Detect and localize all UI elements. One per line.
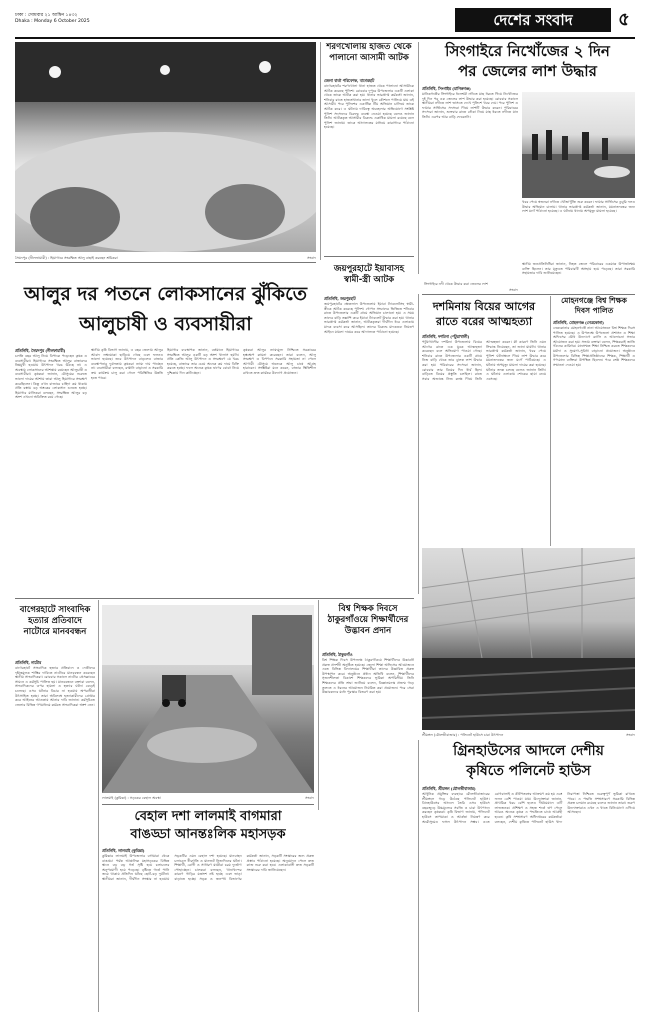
- road-photo-image: [102, 605, 314, 793]
- journalist-headline: বাগেরহাটে সাংবাদিক হত্যার প্রতিবাদে নাটোরে মানববন্ধন: [19, 605, 91, 637]
- singair-body-3: স্থানীয় জনপ্রতিনিধিরা জানান, নিহত জেলে পরিবারের একমাত্র উপার্জনক্ষম ব্যক্তি ছিলেন। তার মৃত্যুতে পরিবারটি অসহায় হয়ে পড়েছে। তারা সরকারি সহায়তার দাবি জানিয়েছেন।: [522, 262, 635, 276]
- road-headline-1: বেহাল দশা লালমাই বাগমারা: [134, 809, 282, 824]
- potato-body-1: চলতি বছর আলু নিয়ে বিপাকে পড়েছেন কৃষক ও ব্যবসায়ীরা। হিমাগারে সংরক্ষিত আলুর বাজারদর নিম্নমুখী হওয়ায় উৎপাদন খরচ উঠছে না। এ অবস্থায় লোকসানের আশঙ্কায় রয়েছেন আলুচাষী ও ব্যবসায়ীরা। কৃষকরা জানান, মৌসুমের শুরুতে ভালো দামের আশায় তারা আলু হিমাগারে সংরক্ষণ করেছিলেন। কিন্তু এখন বাজারে চাহিদা কম থাকায় প্রতি বস্তায় বড় অংকের লোকসান গুনতে হচ্ছে। হিমাগার মালিকরা বলছেন, সংরক্ষিত আলুর বড় অংশ এখনো অবিক্রিত রয়ে গেছে।: [15, 354, 87, 400]
- column-rule: [418, 294, 419, 594]
- potato-body-4: কৃষকরা আলুর ন্যায্যমূল্য নিশ্চিতে সরকারের হস্তক্ষেপ কামনা করেছেন। তারা বলেন, আলু সংরক্ষণ ও বিপণনে সরকারি সহায়তা না পেলে আগামী মৌসুমে অনেকে আলু চাষে আগ্রহ হারাবেন। সংশ্লিষ্টরা মনে করেন, বাজার স্থিতিশীল রাখতে দ্রুত কার্যকর উদ্যোগ প্রয়োজন।: [243, 348, 316, 375]
- masthead-rule: [15, 37, 635, 39]
- greenhouse-photo: [422, 548, 635, 730]
- column-rule: [418, 42, 419, 274]
- singair-headline-1: সিংগাইরে নিখোঁজের ২ দিন: [445, 42, 610, 60]
- column-rule: [318, 600, 319, 810]
- escape-headline: শরণখোলায় হাজত থেকে পালানো আসামী আটক: [326, 42, 412, 63]
- section-banner: দেশের সংবাদ: [455, 8, 611, 32]
- dashmina-dateline: প্রতিনিধি, দশমিনা (পটুয়াখালী): [422, 334, 470, 339]
- mohanganj-body: নেত্রকোনার মোহনগঞ্জে নানা আয়োজনে বিশ্ব শিক্ষক দিবস পালিত হয়েছে। এ উপলক্ষে উপজেলা প্রশাসন ও শিক্ষা অফিসের যৌথ উদ্যোগে র‌্যালি ও আলোচনা সভার আয়োজন করা হয়। সভায় বক্তারা বলেন, শিক্ষকরাই জাতি গঠনের কারিগর। মানসম্মত শিক্ষা নিশ্চিত করতে শিক্ষকদের মর্যাদা ও সুযোগ-সুবিধা বাড়ানো প্রয়োজন। অনুষ্ঠানে উপজেলার বিভিন্ন শিক্ষাপ্রতিষ্ঠানের শিক্ষক, শিক্ষার্থী ও গণ্যমান্য ব্যক্তিরা উপস্থিত ছিলেন। পরে শ্রেষ্ঠ শিক্ষকদের সম্মাননা দেওয়া হয়।: [553, 326, 635, 367]
- jaipurhat-body: জয়পুরহাটের ক্ষেতলাল উপজেলায় ইয়াবা ট্যাবলেটসহ স্বামী-স্ত্রীকে আটক করেছে পুলিশ। গোপন সংবাদের ভিত্তিতে শনিবার রাতে উপজেলার একটি গ্রামে অভিযান চালানো হয়। এ সময় তাদের বাড়ি তল্লাশি করে ইয়াবা ট্যাবলেট উদ্ধার করা হয়। থানার ভারপ্রাপ্ত কর্মকর্তা জানান, আটককৃতরা দীর্ঘদিন ধরে এলাকায় মাদক ব্যবসা করে আসছিল। তাদের বিরুদ্ধে মাদকদ্রব্য নিয়ন্ত্রণ আইনে মামলা দায়ের করে আদালতে পাঠানো হয়েছে।: [324, 302, 414, 334]
- journalist-dateline: প্রতিনিধি, নাটোর: [15, 660, 42, 665]
- story-rule: [15, 598, 414, 599]
- escape-dateline: জেলা বার্তা পরিবেশক, বাগেরহাট: [324, 78, 375, 83]
- potato-headline-1: আলুর দর পতনে লোকসানের ঝুঁকিতে: [24, 283, 307, 305]
- road-photo: [102, 605, 314, 793]
- greenhouse-headline-2: কৃষিতে পলিনেট হাউস: [466, 763, 591, 779]
- road-headline-2: বাঙড্ডা আনন্তঃলিক মহাসড়ক: [130, 827, 286, 842]
- story-rule: [422, 294, 635, 295]
- dashmina-headline-1: দশমিনায় বিয়ের আগের: [432, 300, 536, 313]
- story-rule: [15, 262, 316, 263]
- thakurgaon-dateline: প্রতিনিধি, ঠাকুরগাঁও: [322, 652, 353, 657]
- column-rule: [550, 296, 551, 546]
- greenhouse-headline-1: গ্রিনহাউসের আদলে দেশীয়: [453, 743, 604, 759]
- road-body: কুমিল্লার লালমাই উপজেলার বাগমারা থেকে বাঙড্ডা পর্যন্ত আঞ্চলিক মহাসড়কের বিভিন্ন স্থানে বড় বড় গর্ত সৃষ্টি হয়ে চলাচলের অনুপযোগী হয়ে পড়েছে। বৃষ্টিতে গর্তে পানি জমে থাকায় প্রতিদিন ঘটছে ছোট-বড় দুর্ঘটনা। স্থানীয়রা জানান, দীর্ঘদিন সংস্কার না হওয়ায় সড়কটির এমন বেহাল দশা হয়েছে। যানবাহন চলাচলে ধীরগতি ও যানজট নিত্যদিনের ঘটনা। শিক্ষার্থী, রোগী ও সাধারণ যাত্রীরা চরম দুর্ভোগ পোহাচ্ছেন। চালকরা বলছেন, খানাখন্দের কারণে গাড়ির যন্ত্রাংশ নষ্ট হচ্ছে এবং ভাড়া বাড়াতে হচ্ছে। সড়ক ও জনপথ বিভাগের কর্মকর্তা জানান, সড়কটি সংস্কারের জন্য প্রকল্প প্রস্তাব পাঠানো হয়েছে। অনুমোদন পেলে দ্রুত কাজ শুরু করা হবে। এলাকাবাসী দ্রুত সড়কটি সংস্কারের দাবি জানিয়েছেন।: [102, 854, 314, 881]
- road-dateline: প্রতিনিধি, লালমাই (কুমিল্লা): [102, 848, 145, 853]
- page-number: ৫: [618, 9, 630, 30]
- potato-dateline: প্রতিনিধি, সৈয়দপুর (নীলফামারী): [15, 348, 66, 353]
- column-rule: [98, 600, 99, 1012]
- greenhouse-photo-credit: সংবাদ: [626, 733, 635, 737]
- singair-photo-credit: সংবাদ: [509, 288, 518, 292]
- potato-photo-image: [15, 42, 316, 252]
- masthead: [15, 8, 635, 36]
- date-english: Dhaka : Monday 6 October 2025: [15, 19, 90, 24]
- mohanganj-headline: মোহনগঞ্জে বিশ্ব শিক্ষক দিবস পালিত: [561, 296, 627, 315]
- jaipurhat-dateline: প্রতিনিধি, জয়পুরহাট: [324, 296, 356, 301]
- greenhouse-photo-caption: শ্রীমঙ্গল (মৌলভীবাজার) : পলিনেট হাউসে চারা উৎপাদন: [422, 733, 504, 737]
- singair-dateline: প্রতিনিধি, সিংগাইর (মানিকগঞ্জ): [422, 86, 471, 91]
- singair-body-2: খবর পেয়ে স্বজনরা নদীতে খোঁজাখুঁজি শুরু করেন। ফায়ার সার্ভিসের ডুবুরি দলও উদ্ধার অভিযান চালায়। থানার ভারপ্রাপ্ত কর্মকর্তা জানান, ময়নাতদন্তের জন্য লাশ মর্গে পাঠানো হয়েছে। এ ঘটনায় থানায় অপমৃত্যু মামলা হয়েছে।: [522, 200, 635, 214]
- story-rule: [324, 256, 414, 257]
- greenhouse-photo-image: [422, 548, 635, 730]
- potato-body-2: স্থানীয় কৃষি বিভাগ জানায়, এ বছর জেলায় আলুর আবাদ লক্ষ্যমাত্রা ছাড়িয়ে গেছে এবং ফলনও ভালো হয়েছে। তবে উৎপাদন বাড়লেও বাজার ব্যবস্থাপনার দুর্বলতায় কৃষকরা ন্যায্য দাম পাচ্ছেন না। ব্যবসায়ীরা বলছেন, রপ্তানি বাড়ানো ও সরকারি ক্রয় কার্যক্রম চালু করা গেলে পরিস্থিতির উন্নতি হতে পারে।: [91, 348, 163, 380]
- thakurgaon-body: বিশ্ব শিক্ষক দিবস উপলক্ষে ঠাকুরগাঁওয়ে শিক্ষার্থীদের উদ্ভাবনী প্রকল্প প্রদর্শনী অনুষ্ঠিত হয়েছে। জেলা শিক্ষা অফিসের আয়োজনে এতে বিভিন্ন বিদ্যালয়ের শিক্ষার্থীরা তাদের উদ্ভাবিত প্রকল্প উপস্থাপন করে। অনুষ্ঠানে প্রধান অতিথি বলেন, শিক্ষার্থীদের সৃজনশীলতা বিকাশে শিক্ষকদের ভূমিকা অপরিসীম। তিনি শিক্ষকদের প্রতি শ্রদ্ধা জানিয়ে বলেন, বিজ্ঞানমনস্ক প্রজন্ম গড়ে তুলতে এ ধরনের আয়োজন নিয়মিত করা প্রয়োজন। পরে সেরা উদ্ভাবকদের মধ্যে পুরস্কার বিতরণ করা হয়।: [322, 658, 414, 695]
- column-rule: [320, 42, 321, 260]
- column-rule: [418, 740, 419, 1012]
- dashmina-body: পটুয়াখালীর দশমিনা উপজেলায় বিয়ের আগের রাতে এক যুবক আত্মহত্যা করেছেন বলে অভিযোগ পাওয়া গেছে। শনিবার রাতে উপজেলার একটি গ্রামে নিজ বাড়ি থেকে তার ঝুলন্ত লাশ উদ্ধার করা হয়। পরিবারের সদস্যরা জানান, রোববার তার বিয়ের দিন ধার্য ছিল। বাড়িতে বিয়ের প্রস্তুতি চলছিল। রাতে সবার অজান্তে নিজ কক্ষে গিয়ে তিনি আত্মহত্যা করেন। কী কারণে তিনি এমন সিদ্ধান্ত নিয়েছেন, তা জানা যায়নি। থানার ভারপ্রাপ্ত কর্মকর্তা জানান, খবর পেয়ে পুলিশ ঘটনাস্থলে গিয়ে লাশ উদ্ধার করে ময়নাতদন্তের জন্য মর্গে পাঠিয়েছে। এ ঘটনায় অপমৃত্যু মামলা দায়ের করা হয়েছে। ঘটনার তদন্ত চলছে বলেও জানান তিনি। এ ঘটনায় এলাকায় শোকের ছায়া নেমে এসেছে।: [422, 340, 546, 381]
- thakurgaon-headline: বিশ্ব শিক্ষক দিবসে ঠাকুরগাঁওয়ে শিক্ষার্থীদের উদ্ভাবন প্রদান: [327, 604, 409, 636]
- singair-photo: [522, 92, 635, 198]
- story-rule: [102, 804, 314, 805]
- singair-body-1: মানিকগঞ্জের সিংগাইরে ধলেশ্বরী নদীতে মাছ ধরতে গিয়ে নিখোঁজের দুই দিন পর এক জেলের লাশ উদ্ধার করা হয়েছে। রোববার সকালে স্থানীয়রা নদীতে লাশ ভাসতে দেখে পুলিশে খবর দেয়। পরে পুলিশ ও ফায়ার সার্ভিসের সদস্যরা গিয়ে লাশটি উদ্ধার করেন। পরিবারের সদস্যরা জানান, শুক্রবার রাতে নৌকা নিয়ে মাছ ধরতে নদীতে যান তিনি। এরপর আর বাড়ি ফেরেননি।: [422, 92, 518, 119]
- escape-body: বাগেরহাটের শরণখোলা থানা হাজত থেকে পালানো আসামীকে আটক করেছে পুলিশ। রোববার দুপুরে উপজেলার একটি এলাকা থেকে তাকে আটক করা হয়। থানার ভারপ্রাপ্ত কর্মকর্তা জানান, শনিবার রাতে হাজতখানার তালা খুলে কৌশলে পালিয়ে যায় ওই আসামী। পরে পুলিশের একাধিক টিম অভিযান চালিয়ে তাকে আটক করে। এ ঘটনায় দায়িত্বে অবহেলার অভিযোগে সংশ্লিষ্ট পুলিশ সদস্যদের বিরুদ্ধে ব্যবস্থা নেওয়া হয়েছে বলেও জানান তিনি। আটককৃত আসামীর বিরুদ্ধে একাধিক মামলা রয়েছে বলে পুলিশ জানায়। তাকে আদালতের মাধ্যমে কারাগারে পাঠানো হয়েছে।: [324, 84, 414, 130]
- potato-headline-2: আলুচাষী ও ব্যবসায়ীরা: [79, 313, 252, 335]
- dashmina-headline-2: রাতে বরের আত্মহত্যা: [435, 315, 533, 328]
- singair-photo-image: [522, 92, 635, 198]
- potato-photo-credit: সংবাদ: [307, 256, 316, 260]
- road-photo-caption: লালমাই (কুমিল্লা) : সড়কের বেহাল অবস্থা: [102, 796, 161, 800]
- singair-photo-caption: সিংগাইরে নদী থেকে উদ্ধার করা জেলের লাশ: [424, 282, 488, 286]
- greenhouse-body: আধুনিক প্রযুক্তির ব্যবহারে মৌলভীবাজারের শ্রীমঙ্গলে গড়ে উঠেছে পলিনেট হাউস। গ্রিনহাউসের আদলে তৈরি এসব হাউসে বছরজুড়ে উচ্চমূল্যের সবজি ও চারা উৎপাদন করছেন কৃষকরা। কৃষি বিভাগ জানায়, পলিনেট হাউসে তাপমাত্রা ও আর্দ্রতা নিয়ন্ত্রণ করে অমৌসুমেও ফসল উৎপাদন সম্ভব। এতে রোগবালাই ও কীটপতঙ্গের আক্রমণ কম হয় এবং ফলন বেশি পাওয়া যায়। উদ্যোক্তারা জানান, প্রাথমিক খরচ বেশি হলেও দীর্ঘমেয়াদে এটি লাভজনক। প্রশিক্ষণ ও সহজ শর্তে ঋণ পেলে আরও অনেক কৃষক এ পদ্ধতিতে চাষে আগ্রহী হবেন। কৃষি সম্প্রসারণ অধিদপ্তরের কর্মকর্তারা বলছেন, দেশীয় কৃষিতে পলিনেট হাউস খাদ্য নিরাপত্তা নিশ্চিতে গুরুত্বপূর্ণ ভূমিকা রাখতে পারে। এ পদ্ধতি সম্প্রসারণে সরকারি বিভিন্ন প্রকল্প চলমান রয়েছে বলেও জানান তারা। তরুণ উদ্যোক্তারাও এখন এ খাতে বিনিয়োগে এগিয়ে আসছেন।: [422, 792, 635, 824]
- potato-photo-caption: সৈয়দপুর (নীলফামারী) : হিমাগারে সংরক্ষিত আলু বাছাই করছেন শ্রমিকরা: [15, 256, 118, 260]
- jaipurhat-headline: জয়পুরহাটে ইয়াবাসহ স্বামী-স্ত্রী আটক: [333, 264, 405, 285]
- date-bangla: ঢাকা : সোমবার ২১ আশ্বিন ১৪৩২: [15, 13, 78, 18]
- mohanganj-dateline: প্রতিনিধি, মোহনগঞ্জ (নেত্রকোনা): [553, 320, 604, 325]
- potato-body-3: হিমাগার ব্যবস্থাপক জানান, বর্তমানে হিমাগারে সংরক্ষিত আলুর একটি বড় অংশ খালাস হয়নি। প্রতি কেজি আলু উৎপাদন ও সংরক্ষণে যে খরচ হয়েছে, বাজারে তার চেয়ে অনেক কম দামে বিক্রি করতে হচ্ছে। ফলে অনেক কৃষক ঋণের বোঝা নিয়ে দুশ্চিন্তায় দিন কাটাচ্ছেন।: [167, 348, 239, 375]
- greenhouse-dateline: প্রতিনিধি, শ্রীমঙ্গল (মৌলভীবাজার): [422, 786, 476, 791]
- potato-photo: [15, 42, 316, 252]
- singair-headline-2: পর জেলের লাশ উদ্ধার: [458, 62, 597, 80]
- journalist-body: বাগেরহাটে সাংবাদিক হত্যার প্রতিবাদে ও দোষীদের দৃষ্টান্তমূলক শাস্তির দাবিতে নাটোরে মানববন্ধন করেছেন স্থানীয় সাংবাদিকরা। রোববার সকালে নাটোর প্রেসক্লাবের সামনে এ কর্মসূচি পালিত হয়। মানববন্ধনে বক্তারা বলেন, সাংবাদিকদের ওপর হামলা ও হত্যার ঘটনা বেড়েই চলেছে। এসব ঘটনার বিচার না হওয়ায় অপরাধীরা উৎসাহিত হচ্ছে। তারা অবিলম্বে হত্যাকারীদের গ্রেপ্তার করে আইনের আওতায় আনার দাবি জানান। কর্মসূচিতে জেলার বিভিন্ন গণমাধ্যমে কর্মরত সাংবাদিকরা অংশ নেন।: [15, 666, 95, 707]
- road-photo-credit: সংবাদ: [305, 796, 314, 800]
